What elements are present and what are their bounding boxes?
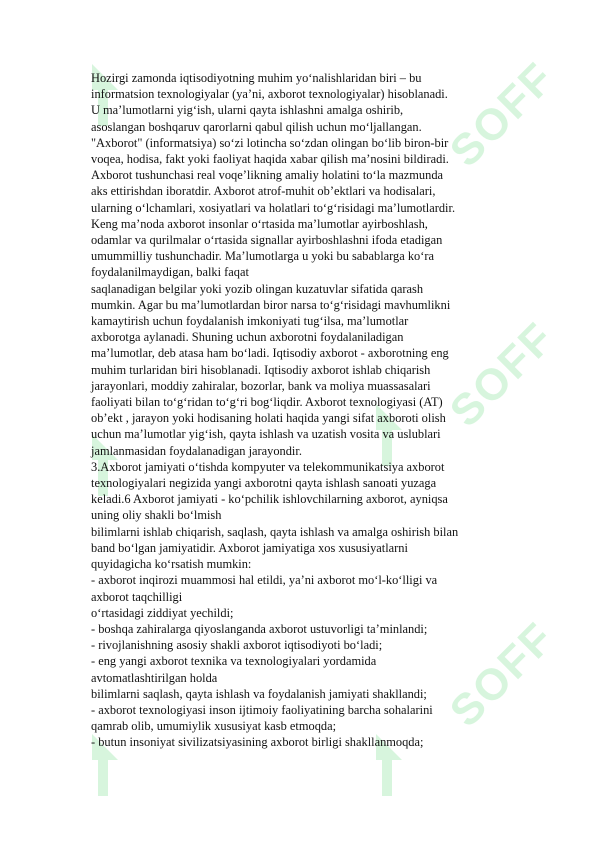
document-body	[91, 70, 505, 751]
text-line: odamlar va qurilmalar o‘rtasida signallar ayirboshlashni ifoda etadigan	[91, 233, 443, 248]
text-line: 3.Axborot jamiyati o‘tishda kompyuter va telekommunikatsiya axborot	[91, 459, 445, 474]
text-line: texnologiyalari negizida yangi axborotni qayta ishlash sanoati yuzaga	[91, 476, 437, 491]
text-line: saqlanadigan belgilar yoki yozib olingan kuzatuvlar sifatida qarash	[91, 281, 424, 296]
text-line: - axborot inqirozi muammosi hal etildi, ya’ni axborot mo‘l-ko‘lligi va	[91, 573, 438, 588]
text-line: - eng yangi axborot texnika va texnologiyalari yordamida	[91, 654, 377, 669]
text-line: aks ettirishdan iboratdir. Axborot atrof-muhit ob’ektlari va hodisalari,	[91, 184, 436, 199]
text-line: muhim turlaridan biri hisoblanadi. Iqtisodiy axborot ishlab chiqarish	[91, 362, 431, 377]
text-line: U ma’lumotlarni yig‘ish, ularni qayta ishlashni amalga oshirib,	[91, 103, 404, 118]
text-line: ularning o‘lchamlari, xosiyatlari va holatlari to‘g‘risidagi ma’lumotlardir.	[91, 200, 456, 215]
text-line: o‘rtasidagi ziddiyat yechildi;	[91, 605, 234, 620]
text-line: bilimlarni saqlash, qayta ishlash va foydalanish jamiyati shakllandi;	[91, 686, 427, 701]
text-line: faoliyati bilan to‘g‘ridan to‘g‘ri bog‘liqdir. Axborot texnologiyasi (AT)	[91, 395, 443, 410]
text-line: keladi.6 Axborot jamiyati - ko‘pchilik ishlovchilarning axborot, ayniqsa	[91, 492, 448, 507]
text-line: - axborot texnologiyasi inson ijtimoiy faoliyatining barcha sohalarini	[91, 702, 433, 717]
text-line: informatsion texnologiyalar (ya’ni, axborot texnologiyalar) hisoblanadi.	[91, 87, 448, 102]
text-line: jamlanmasidan foydalanadigan jarayondir.	[91, 443, 302, 458]
text-line: Keng ma’noda axborot insonlar o‘rtasida ma’lumotlar ayirboshlash,	[91, 216, 428, 231]
text-line: ob’ekt , jarayon yoki hodisaning holati haqida yangi sifat axboroti olish	[91, 411, 446, 426]
text-line: ma’lumotlar, deb atasa ham bo‘ladi. Iqtisodiy axborot - axborotning eng	[91, 346, 449, 361]
text-line: - boshqa zahiralarga qiyoslanganda axborot ustuvorligi ta’minlandi;	[91, 621, 428, 636]
text-line: voqea, hodisa, fakt yoki faoliyat haqida xabar qilish ma’nosini bildiradi.	[91, 152, 449, 167]
text-line: mumkin. Agar bu ma’lumotlardan biror narsa to‘g‘risidagi mavhumlikni	[91, 297, 451, 312]
text-line: axborot taqchilligi	[91, 589, 183, 604]
text-line: axborotga aylanadi. Shuning uchun axborotni foydalaniladigan	[91, 330, 404, 345]
text-line: avtomatlashtirilgan holda	[91, 670, 218, 685]
text-line: Hozirgi zamonda iqtisodiyotning muhim yo‘nalishlaridan biri – bu	[91, 71, 422, 85]
text-line: asoslangan boshqaruv qarorlarni qabul qilish uchun mo‘ljallangan.	[91, 119, 422, 134]
text-line: uchun ma’lumotlar yig‘ish, qayta ishlash va uzatish vosita va uslublari	[91, 427, 441, 442]
text-line: quyidagicha ko‘rsatish mumkin:	[91, 557, 252, 572]
text-line: uning oliy shakli bo‘lmish	[91, 508, 222, 523]
text-line: jarayonlari, moddiy zahiralar, bozorlar, bank va moliya muassasalari	[91, 378, 431, 393]
watermark-text: SOFF	[440, 613, 564, 737]
text-line: "Axborot" (informatsiya) so‘zi lotincha so‘zdan olingan bo‘lib biron-bir	[91, 135, 449, 150]
watermark-text: SOFF	[440, 53, 564, 177]
text-line: band bo‘lgan jamiyatidir. Axborot jamiyatiga xos xususiyatlarni	[91, 540, 408, 555]
text-line: qamrab olib, umumiylik xususiyat kasb etmoqda;	[91, 719, 337, 734]
watermark-text: SOFF	[440, 313, 564, 437]
text-line: bilimlarni ishlab chiqarish, saqlash, qayta ishlash va amalga oshirish bilan	[91, 524, 459, 539]
text-line: foydalanilmaydigan, balki faqat	[91, 265, 249, 280]
text-line: - butun insoniyat sivilizatsiyasining axborot birligi shakllanmoqda;	[91, 735, 424, 750]
text-line: Axborot tushunchasi real voqe’likning amaliy holatini to‘la mazmunda	[91, 168, 444, 183]
text-line: kamaytirish uchun foydalanish imkoniyati tug‘ilsa, ma’lumotlar	[91, 314, 409, 329]
text-line: umummilliy tushunchadir. Ma’lumotlarga u yoki bu sabablarga ko‘ra	[91, 249, 434, 264]
text-line: - rivojlanishning asosiy shakli axborot iqtisodiyoti bo‘ladi;	[91, 638, 383, 653]
